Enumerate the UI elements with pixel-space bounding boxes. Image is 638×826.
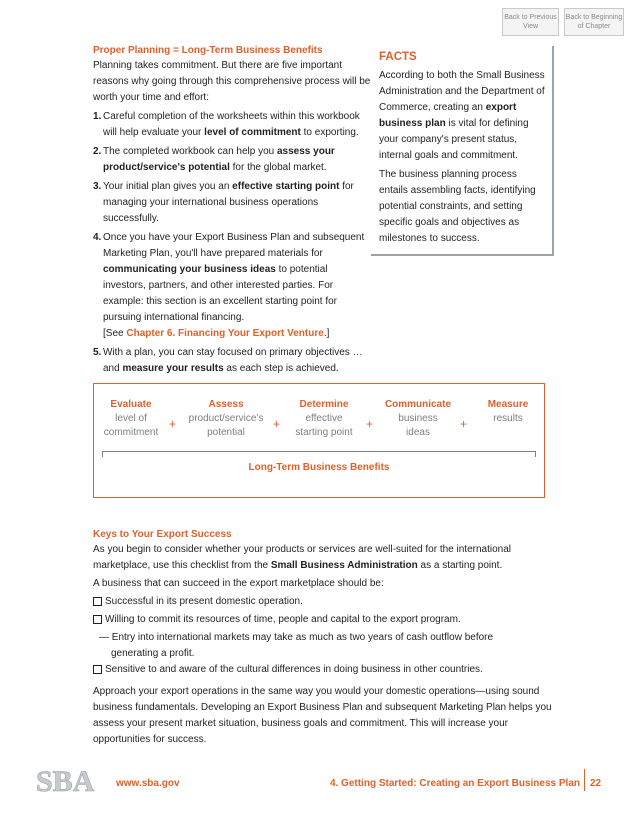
page-number: 22 (590, 778, 602, 789)
facts-box (371, 46, 554, 256)
step-determine: Determine effective starting point (295, 399, 353, 438)
chapter-6-link[interactable]: Chapter 6. Financing Your Export Venture (126, 328, 324, 339)
dash-note: — Entry into international markets may take as much as two years of cash outflow before generating a profit. (99, 632, 494, 659)
sba-logo-text: SBA (36, 765, 95, 793)
bracket-end (102, 451, 103, 457)
checklist-item: Sensitive to and aware of the cultural differences in doing business in other countries. (93, 662, 553, 678)
keys-section (93, 528, 553, 750)
step-communicate: Communicate business ideas (384, 399, 452, 438)
keys-intro: As you begin to consider whether your products or services are well-suited for the international marketplace, use this checklist from the Small Business Administration as a starting point. (93, 544, 511, 571)
plus-sign: + (273, 417, 281, 431)
checkbox-icon[interactable] (93, 665, 102, 674)
list-item: 4. Once you have your Export Business Plan and subsequent Marketing Plan, you'll have prepared materials for communicating your business ideas to potential investors, partners, and other interested parties. For example: this section is an excellent starting point for pursuing international financing. [See Chapter 6. Financing Your Export Venture.] (93, 232, 365, 339)
sba-website-link[interactable]: www.sba.gov (116, 778, 180, 789)
checkbox-icon[interactable] (93, 597, 102, 606)
list-item: 2. The completed workbook can help you assess your product/service's potential for the global market. (93, 146, 335, 173)
facts-title: FACTS (379, 51, 417, 63)
facts-paragraph-1: According to both the Small Business Administration and the Department of Commerce, creating an export business plan is vital for defining your company's present status, internal goals and commitment. (379, 70, 545, 161)
back-previous-label: Back to Previous View (504, 14, 557, 30)
chapter-title: 4. Getting Started: Creating an Export Business Plan (329, 778, 580, 789)
planning-intro: Planning takes commitment. But there are five important reasons why going through this comprehensive process will be worth your time and effort: (93, 60, 371, 103)
back-to-beginning-button[interactable] (564, 8, 624, 36)
step-assess: Assess product/service's potential (188, 399, 264, 438)
planning-heading: Proper Planning = Long-Term Business Benefits (93, 45, 323, 56)
step-evaluate: Evaluate level of commitment (103, 399, 159, 438)
keys-closing: Approach your export operations in the same way you would your domestic operations—using sound business fundamentals. Developing an Export Business Plan and subsequent Marketing Plan helps you assess your present market situation, business goals and commitment. This will increase your opportunities for success. (93, 686, 552, 745)
back-beginning-label: Back to Beginning of Chapter (565, 14, 623, 30)
checklist-item: Willing to commit its resources of time, people and capital to the export program. (93, 612, 553, 628)
checkbox-icon[interactable] (93, 615, 102, 624)
facts-paragraph-2: The business planning process entails assembling facts, identifying potential constraints, and setting specific goals and objectives as milestones to success. (379, 169, 536, 244)
checklist-item: Successful in its present domestic operation. (93, 594, 553, 610)
bracket-line (102, 451, 536, 452)
list-item: 5. With a plan, you can stay focused on primary objectives … and measure your results as each step is achieved. (93, 347, 363, 374)
reasons-list (93, 109, 373, 377)
plus-sign: + (366, 417, 374, 431)
step-measure: Measure results (487, 399, 529, 424)
plus-sign: + (460, 417, 468, 431)
keys-lead: A business that can succeed in the export marketplace should be: (93, 578, 384, 589)
footer-divider (584, 769, 585, 791)
keys-heading: Keys to Your Export Success (93, 529, 232, 540)
planning-section (93, 44, 373, 380)
bracket-end (535, 451, 536, 457)
back-to-previous-view-button[interactable] (502, 8, 559, 36)
list-item: 1. Careful completion of the worksheets within this workbook will help evaluate your level of commitment to exporting. (93, 111, 360, 138)
page-footer (0, 765, 638, 795)
sba-logo (36, 765, 116, 793)
list-item: 3. Your initial plan gives you an effective starting point for managing your international business operations successfully. (93, 181, 354, 224)
planning-process-diagram (93, 383, 545, 498)
long-term-benefits-label: Long-Term Business Benefits (248, 462, 390, 473)
plus-sign: + (169, 417, 177, 431)
